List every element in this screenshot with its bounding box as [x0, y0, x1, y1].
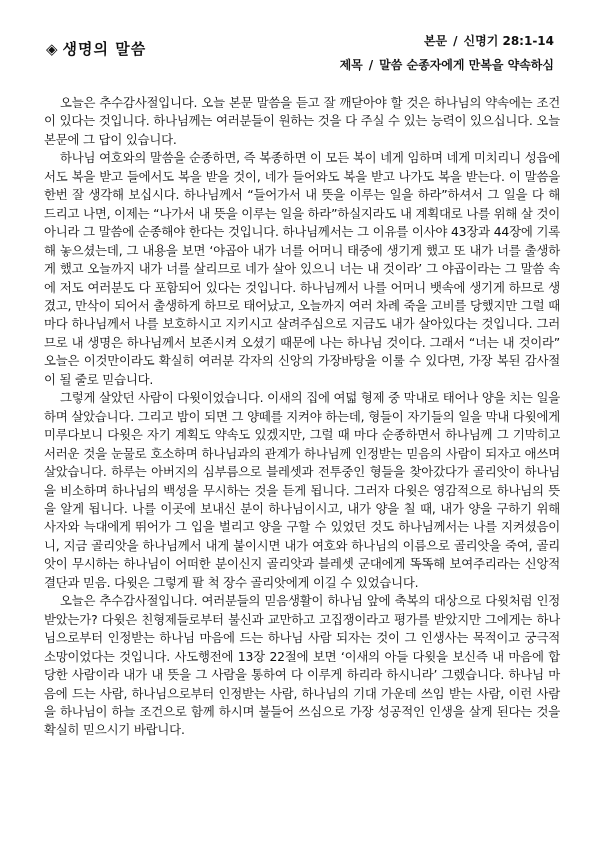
page-header [46, 28, 554, 78]
paragraph-4: 오늘은 추수감사절입니다. 여러분들의 믿음생활이 하나님 앞에 축복의 대상으로 다윗처럼 인정받았는가? 다윗은 친형제들로부터 불신과 교만하고 고집쟁이라고 평가를 받았지만 그에게는 하나님으로부터 인정받는 하나님 마음에 드는 하나님 사람 되자는 것이 그 인생사는 목적이고 궁극적 소망이었다는 것입니다. 사도행전에 13장 22절에 보면 ‘이새의 아들 다윗을 보신즉 내 마음에 합당한 사람이라 내가 내 뜻을 그 사람을 통하여 다 이루게 하리라 하시니라’ 그렜습니다. 하나님 마음에 드는 사람, 하나님으로부터 인정받는 사람, 하나님의 기대 가운데 쓰임 받는 사람, 이런 사람을 하나님이 하늘 조건으로 함께 하시며 불들어 쓰심으로 가장 성공적인 인생을 살게 된다는 것을 확실히 믿으시기 바랍니다. [44, 593, 560, 738]
scripture-ref: 신명기 28:1-14 [463, 34, 554, 48]
scripture-reference [424, 32, 554, 49]
diamond-icon: ◈ [46, 40, 59, 58]
section-title [46, 38, 146, 59]
paragraph-2: 하나님 여호와의 말씀을 순종하면, 즉 복종하면 이 모든 복이 네게 임하며 네게 미치리니 성읍에서도 복을 받고 들에서도 복을 받을 것이, 네가 들어와도 복을 받고 나가도 복을 받는다. 이 말씀을 한번 잘 생각해 보십시다. 하나님께서 “들어가서 내 뜻을 이루는 일을 하라”하셔서 그 일을 다 해 드리고 나면, 이제는 “나가서 내 뜻을 이루는 일을 하라”하실지라도 내 계획대로 나를 위해 살 것이 아니라 그 말씀에 순종해야 한다는 것입니다. 하나님께서는 그 이유를 이사야 43장과 44장에 기록해 놓으셨는데, 그 내용을 보면 ‘야곱아 내가 너를 어머니 태중에 생기게 했고 또 내가 너를 출생하게 했고 오늘까지 내가 너를 살리므로 네가 살아 있으니 너는 내 것이라’ 그 야곱이라는 그 말씀 속에 저도 여러분도 다 포함되어 있다는 것입니다. 하나님께서 나를 어머니 뱃속에 생기게 하므로 생겼고, 만삭이 되어서 출생하게 하므로 태어났고, 오늘까지 여러 차례 죽을 고비를 당했지만 그럴 때마다 하나님께서 나를 보호하시고 지키시고 살려주심으로 지금도 내가 살아있다는 것입니다. 그러므로 내 생명은 하나님께서 보존시켜 오셨기 때문에 나는 하나님 것이다. 그래서 “너는 내 것이라” 오늘은 이것만이라도 확실히 여러분 각자의 신앙의 가장바탕을 이룰 수 있다면, 가장 복된 감사절이 될 줄로 믿습니다. [44, 150, 560, 387]
sermon-title [340, 56, 554, 73]
title-text: 말씀 순종자에게 만복을 약속하심 [379, 58, 554, 72]
title-separator: / [368, 58, 374, 72]
paragraph-3: 그렇게 살았던 사람이 다윗이었습니다. 이새의 집에 여덟 형제 중 막내로 태어나 양을 치는 일을 하며 살았습니다. 그리고 밤이 되면 그 양떼를 지켜야 하는데, 형들이 자기들의 일을 막내 다윗에게 미루다보니 다윗은 자기 계획도 약속도 있겠지만, 그럴 때 마다 순종하면서 하나님께 그 기막히고 서러운 것을 눈물로 호소하며 하나님과의 관계가 하나님께 인정받는 믿음의 사람이 되자고 애쓰며 살았습니다. 하루는 아버지의 심부름으로 블레셋과 전투중인 형들을 찾아갔다가 골리앗이 하나님을 비소하며 하나님의 백성을 무시하는 것을 듣게 됩니다. 그러자 다윗은 영감적으로 하나님의 뜻을 알게 됩니다. 나를 이곳에 보내신 분이 하나님이시고, 내가 양을 칠 때, 내가 양을 구하기 위해 사자와 늑대에게 뛰어가 그 입을 벌리고 양을 구할 수 있었던 것도 하나님께서는 나를 지켜셨음이니, 지금 골리앗을 하나님께서 내게 붙이시면 내가 여호와 하나님의 이름으로 골리앗을 죽여, 골리앗이 무시하는 하나님이 어떠한 분이신지 골리앗과 블레셋 군대에게 똑똑해 보여주리라는 신앙적 결단과 믿음. 다윗은 그렇게 팔 척 장수 골리앗에게 이길 수 있었습니다. [44, 390, 560, 590]
paragraph-1: 오늘은 추수감사절입니다. 오늘 본문 말씀을 듣고 잘 깨닫아야 할 것은 하나님의 약속에는 조건이 있다는 것입니다. 하나님께는 여러분들이 원하는 것을 다 주실 수 있는 능력이 있으십니다. 오늘 본문에 그 답이 있습니다. [44, 95, 560, 147]
scripture-separator: / [453, 34, 458, 48]
scripture-label: 본문 [423, 34, 448, 48]
sermon-body [44, 94, 560, 740]
title-label: 제목 [339, 58, 363, 72]
section-title-text: 생명의 말씀 [62, 40, 147, 58]
